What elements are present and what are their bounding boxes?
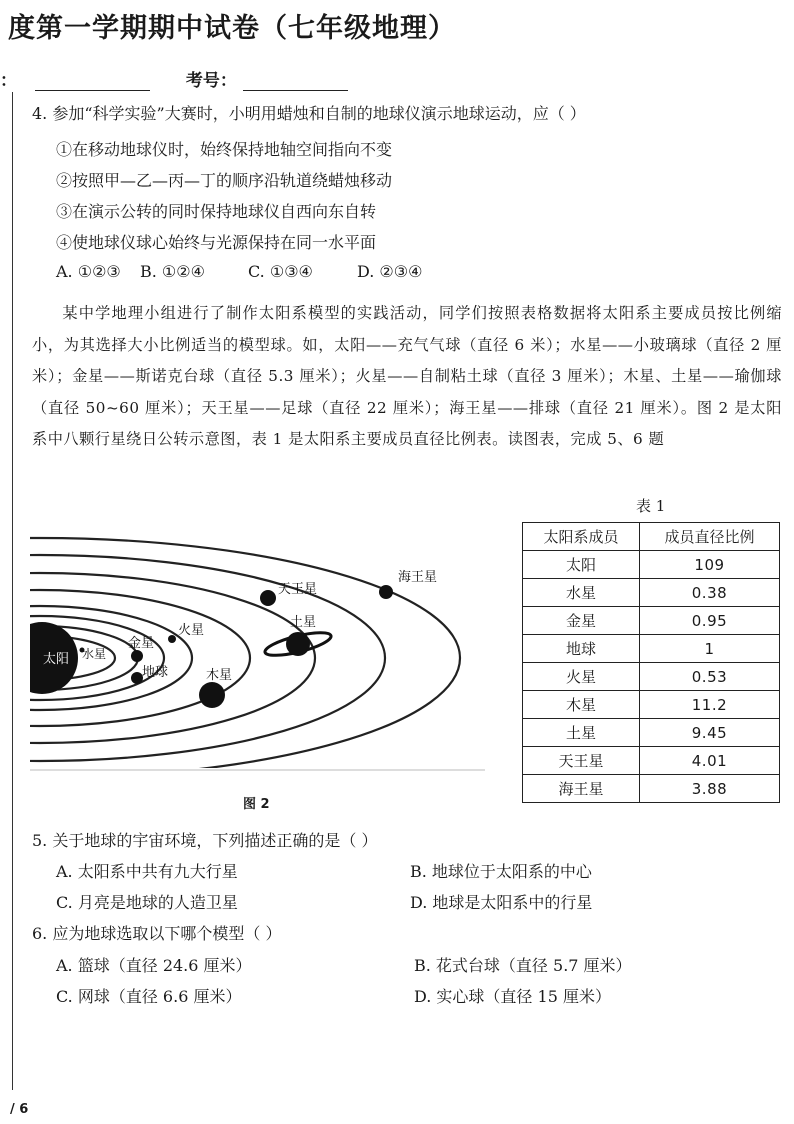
page-number: / 6: [10, 1102, 29, 1117]
exam-no-blank: [243, 72, 348, 91]
table-cell-member: 海王星: [523, 775, 640, 803]
q4-item-4: ④使地球仪球心始终与光源保持在同一水平面: [56, 233, 377, 252]
uranus-label: 天王星: [278, 582, 318, 597]
table-cell-ratio: 0.95: [639, 607, 779, 635]
table-cell-ratio: 109: [639, 551, 779, 579]
jupiter-label: 木星: [206, 668, 233, 683]
q4-option-c: C. ①③④: [248, 262, 313, 281]
table-row: [523, 691, 780, 719]
q5-option-d: D. 地球是太阳系中的行星: [410, 893, 593, 912]
q5-option-a: A. 太阳系中共有九大行星: [56, 862, 238, 881]
name-blank: [35, 72, 150, 91]
q5-option-c: C. 月亮是地球的人造卫星: [56, 893, 238, 912]
mars-body: [168, 635, 176, 643]
solar-system-figure: [30, 528, 490, 773]
table-title: 表 1: [636, 497, 666, 515]
q5-stem: 5. 关于地球的宇宙环境，下列描述正确的是（ ）: [32, 831, 378, 850]
table-cell-ratio: 9.45: [639, 719, 779, 747]
q6-option-d: D. 实心球（直径 15 厘米）: [414, 987, 611, 1006]
table-cell-member: 火星: [523, 663, 640, 691]
table-cell-member: 太阳: [523, 551, 640, 579]
table-cell-member: 木星: [523, 691, 640, 719]
table-header-row: [523, 523, 780, 551]
name-label-fragment: ：: [0, 71, 17, 91]
table-cell-member: 金星: [523, 607, 640, 635]
uranus-body: [260, 590, 276, 606]
venus-body: [131, 650, 143, 662]
mercury-label: 水星: [82, 647, 107, 661]
table-row: [523, 719, 780, 747]
q6-option-a: A. 篮球（直径 24.6 厘米）: [56, 956, 252, 975]
q4-stem: 4. 参加“科学实验”大赛时，小明用蜡烛和自制的地球仪演示地球运动，应（ ）: [32, 104, 586, 123]
q4-option-b: B. ①②④: [140, 262, 205, 281]
table-row: [523, 775, 780, 803]
table-row: [523, 607, 780, 635]
saturn-body: [286, 632, 310, 656]
margin-line: [12, 92, 13, 1090]
earth-label: 地球: [142, 665, 169, 680]
table-header: 太阳系成员: [523, 523, 640, 551]
sun-label: 太阳: [43, 652, 70, 667]
table-row: [523, 635, 780, 663]
table-cell-ratio: 11.2: [639, 691, 779, 719]
q6-stem: 6. 应为地球选取以下哪个模型（ ）: [32, 924, 282, 943]
table-row: [523, 747, 780, 775]
table-cell-member: 水星: [523, 579, 640, 607]
q6-option-c: C. 网球（直径 6.6 厘米）: [56, 987, 242, 1006]
q4-item-2: ②按照甲—乙—丙—丁的顺序沿轨道绕蜡烛移动: [56, 171, 393, 190]
table-row: [523, 663, 780, 691]
jupiter-body: [199, 682, 225, 708]
diameter-ratio-table: [522, 522, 780, 803]
mars-label: 火星: [178, 623, 205, 638]
venus-label: 金星: [128, 636, 155, 651]
q4-item-1: ①在移动地球仪时，始终保持地轴空间指向不变: [56, 140, 393, 159]
table-cell-member: 天王星: [523, 747, 640, 775]
neptune-body: [379, 585, 393, 599]
table-cell-member: 地球: [523, 635, 640, 663]
exam-no-label: 考号：: [185, 71, 237, 91]
passage-text: 某中学地理小组进行了制作太阳系模型的实践活动，同学们按照表格数据将太阳系主要成员按比例缩小，为其选择大小比例适当的模型球。如，太阳——充气气球（直径 6 米）；水星——小玻璃球（直径 2 厘米）；金星——斯诺克台球（直径 5.3 厘米）；火星——自制粘土球（直径 3 厘米）；木星、土星——瑜伽球（直径 50~60 厘米）；天王星——足球（直径 22 厘米）；海王星——排球（直径 21 厘米）。图 2 是太阳系中八颗行星绕日公转示意图，表 1 是太阳系主要成员直径比例表。读图表，完成 5、6 题: [32, 304, 782, 448]
q4-option-a: A. ①②③: [56, 262, 121, 281]
figure-caption: 图 2: [243, 797, 270, 812]
q6-option-b: B. 花式台球（直径 5.7 厘米）: [414, 956, 632, 975]
table-cell-ratio: 1: [639, 635, 779, 663]
table-cell-ratio: 0.38: [639, 579, 779, 607]
table-cell-ratio: 4.01: [639, 747, 779, 775]
q4-option-d: D. ②③④: [357, 262, 423, 281]
table-cell-ratio: 0.53: [639, 663, 779, 691]
neptune-label: 海王星: [398, 570, 438, 585]
table-cell-ratio: 3.88: [639, 775, 779, 803]
q4-item-3: ③在演示公转的同时保持地球仪自西向东自转: [56, 202, 377, 221]
saturn-label: 土星: [290, 615, 317, 630]
table-row: [523, 551, 780, 579]
q5-option-b: B. 地球位于太阳系的中心: [410, 862, 592, 881]
table-header: 成员直径比例: [639, 523, 779, 551]
table-row: [523, 579, 780, 607]
table-cell-member: 土星: [523, 719, 640, 747]
student-info-row: [0, 66, 348, 91]
page-title: 度第一学期期中试卷（七年级地理）: [8, 13, 456, 44]
